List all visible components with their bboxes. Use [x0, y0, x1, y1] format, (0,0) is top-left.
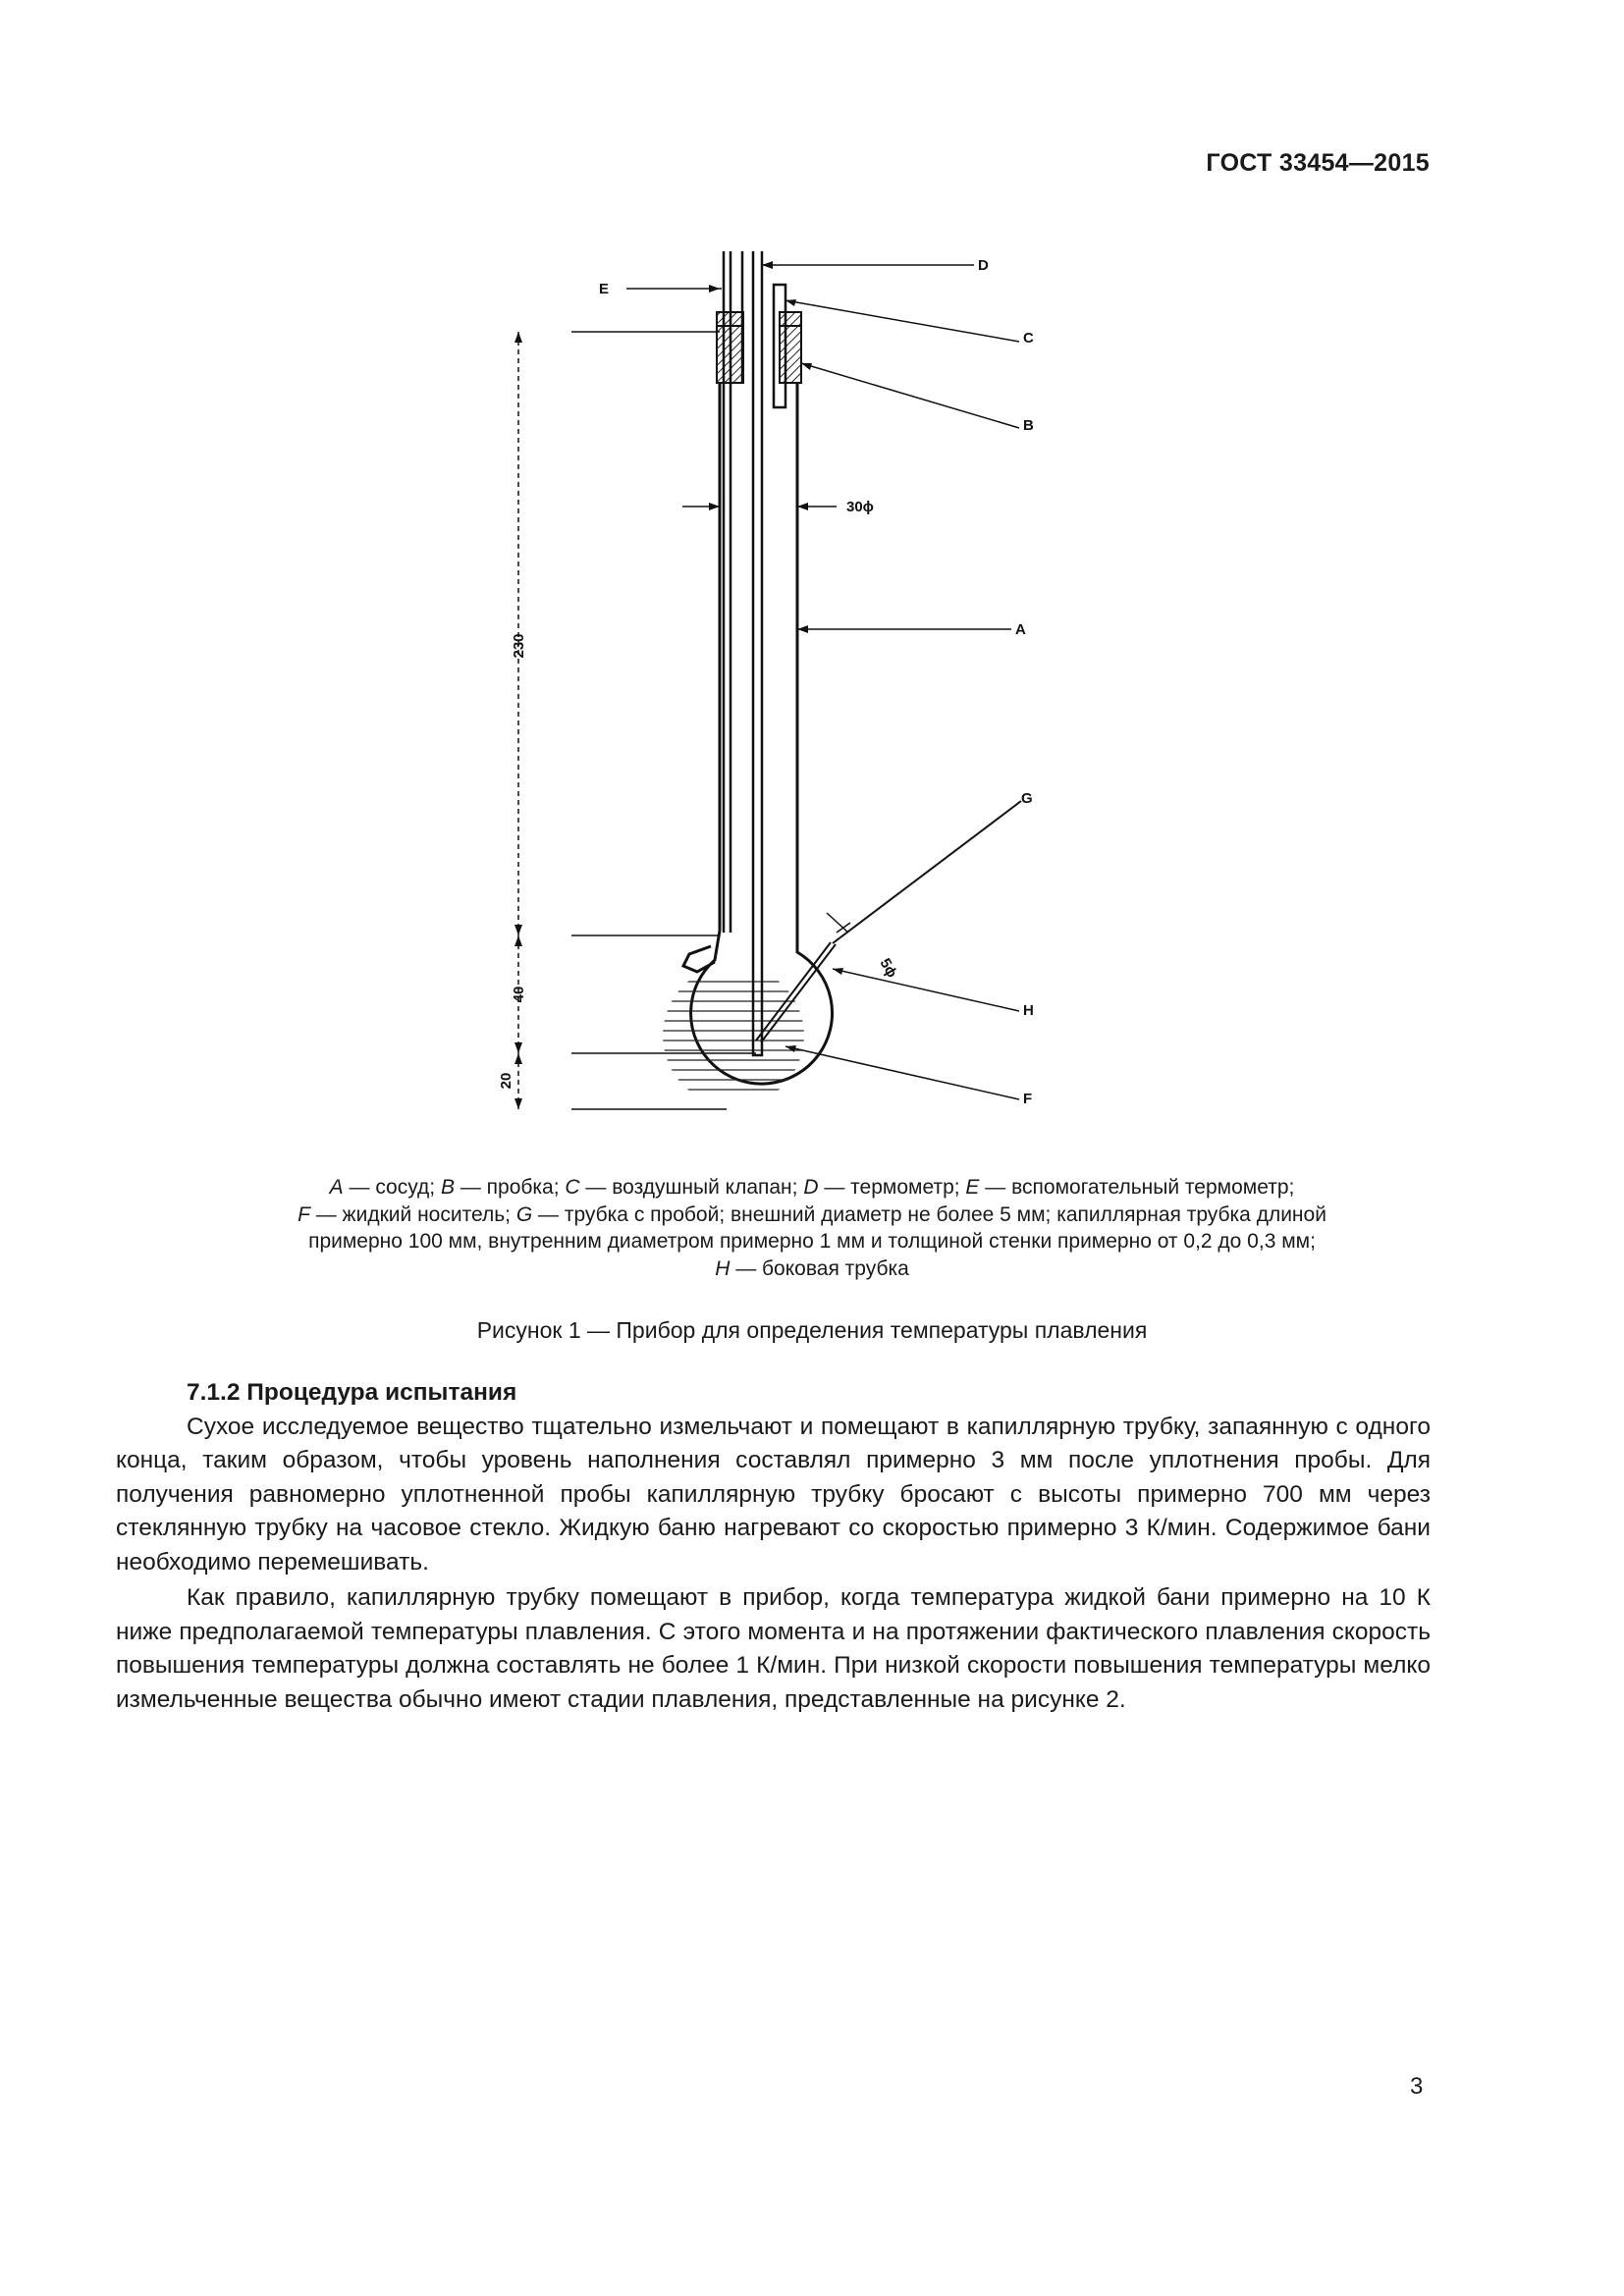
- legend-line-4: H — боковая трубка: [715, 1256, 909, 1280]
- legend-line-3: примерно 100 мм, внутренним диаметром примерно 1 мм и толщиной стенки примерно от 0,2 до 0,3 мм;: [308, 1230, 1316, 1253]
- dim-diameter-tube: 5ϕ: [876, 955, 901, 981]
- figure-title: Рисунок 1 — Прибор для определения температуры плавления: [476, 1317, 1148, 1343]
- figure-legend: [157, 1174, 1467, 1282]
- label-h: H: [1023, 1002, 1034, 1019]
- section-7-1-2: [116, 1376, 1431, 1717]
- label-b: B: [1023, 417, 1034, 434]
- dim-height-main: 230: [511, 633, 527, 659]
- dim-height-bottom: 20: [498, 1072, 514, 1090]
- label-f: F: [1023, 1091, 1033, 1107]
- document-header: ГОСТ 33454—2015: [1206, 149, 1430, 177]
- dim-diameter-main: 30ϕ: [846, 499, 874, 515]
- page-number: 3: [1410, 2073, 1424, 2100]
- label-a: A: [1015, 621, 1026, 638]
- label-c: C: [1023, 330, 1034, 347]
- legend-line-2: F — жидкий носитель; G — трубка с пробой; внешний диаметр не более 5 мм; капиллярная трубка длиной: [298, 1202, 1326, 1226]
- label-e: E: [599, 281, 610, 297]
- label-g: G: [1021, 790, 1033, 807]
- paragraph-2: Как правило, капиллярную трубку помещают в прибор, когда температура жидкой бани примерно на 10 К ниже предполагаемой температуры плавления. С этого момента и на протяжении фактического плавления скорость повышения температуры должна составлять не более 1 К/мин. При низкой скорости повышения температуры мелко измельченные вещества обычно имеют стадии плавления, представленные на рисунке 2.: [116, 1584, 1431, 1713]
- label-d: D: [978, 257, 989, 274]
- section-heading: 7.1.2 Процедура испытания: [187, 1379, 517, 1406]
- apparatus-drawing: [461, 245, 1090, 1129]
- leader-lines: [571, 265, 1019, 1109]
- liquid-carrier: [658, 982, 815, 1090]
- paragraph-1: Сухое исследуемое вещество тщательно измельчают и помещают в капиллярную трубку, запаянную с одного конца, таким образом, чтобы уровень наполнения составлял примерно 3 мм после уплотнения пробы. Для получения равномерно уплотненной пробы капиллярную трубку бросают с высоты примерно 700 мм через стеклянную трубку на часовое стекло. Жидкую баню нагревают со скоростью примерно 3 К/мин. Содержимое бани необходимо перемешивать.: [116, 1413, 1431, 1575]
- apparatus-figure: [461, 245, 1090, 1129]
- legend-line-1: A — сосуд; B — пробка; C — воздушный клапан; D — термометр; E — вспомогательный термометр;: [329, 1176, 1295, 1199]
- dim-height-neck: 40: [511, 986, 527, 1003]
